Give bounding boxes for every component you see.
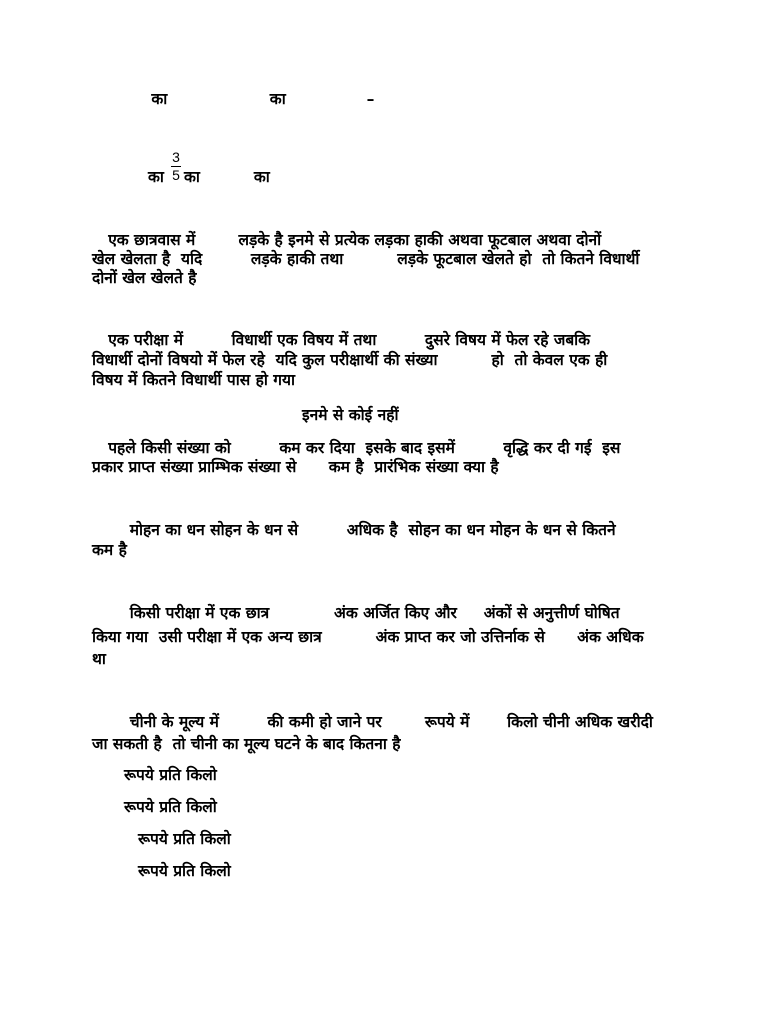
q2-fraction-numerator: 3 <box>172 149 180 165</box>
q5-line-2: प्रकार प्राप्त संख्या प्राम्भिक संख्या से कम है प्रारंभिक संख्या क्या है <box>92 458 499 476</box>
q1-line-1: का का – <box>92 90 375 108</box>
q4-line-2: विधार्थी दोनों विषयो में फेल रहे यदि कुल परीक्षार्थी की संख्या हो तो केवल एक ही <box>92 351 608 369</box>
q7-line-1: किसी परीक्षा में एक छात्र अंक अर्जित किए और अंकों से अनुत्तीर्ण घोषित <box>92 604 620 622</box>
q2-prefix: का <box>148 168 164 186</box>
q4-option: इनमे से कोई नहीं <box>302 406 399 424</box>
q7-line-3: था <box>92 650 106 668</box>
q8-line-2: जा सकती है तो चीनी का मूल्य घटने के बाद कितना है <box>92 735 401 753</box>
q8-option-3: रूपये प्रति किलो <box>138 830 231 848</box>
q5-line-1: पहले किसी संख्या को कम कर दिया इसके बाद इसमें वृद्धि कर दी गई इस <box>92 439 621 457</box>
q7-line-2: किया गया उसी परीक्षा में एक अन्य छात्र अंक प्राप्त कर जो उत्तिर्नाक से अंक अधिक <box>92 628 644 646</box>
q3-line-3: दोनों खेल खेलते है <box>92 269 197 287</box>
q8-option-1: रूपये प्रति किलो <box>124 766 217 784</box>
q3-line-1: एक छात्रवास में लड़के है इनमे से प्रत्येक लड़का हाकी अथवा फूटबाल अथवा दोनों <box>92 231 602 249</box>
q8-line-1: चीनी के मूल्य में की कमी हो जाने पर रूपये में किलो चीनी अधिक खरीदी <box>92 713 653 731</box>
q6-line-1: मोहन का धन सोहन के धन से अधिक है सोहन का धन मोहन के धन से कितने <box>92 521 616 539</box>
q4-line-1: एक परीक्षा में विधार्थी एक विषय में तथा दुसरे विषय में फेल रहे जबकि <box>92 331 591 349</box>
q8-option-4: रूपये प्रति किलो <box>138 862 231 880</box>
q8-option-2: रूपये प्रति किलो <box>124 798 217 816</box>
q3-line-2: खेल खेलता है यदि लड़के हाकी तथा लड़के फूटबाल खेलते हो तो कितने विधार्थी <box>92 250 640 268</box>
q6-line-2: कम है <box>92 541 127 559</box>
q2-suffix: का का <box>184 168 270 186</box>
q2-fraction-denominator: 5 <box>172 167 180 183</box>
q4-line-3: विषय में कितने विधार्थी पास हो गया <box>92 371 295 389</box>
